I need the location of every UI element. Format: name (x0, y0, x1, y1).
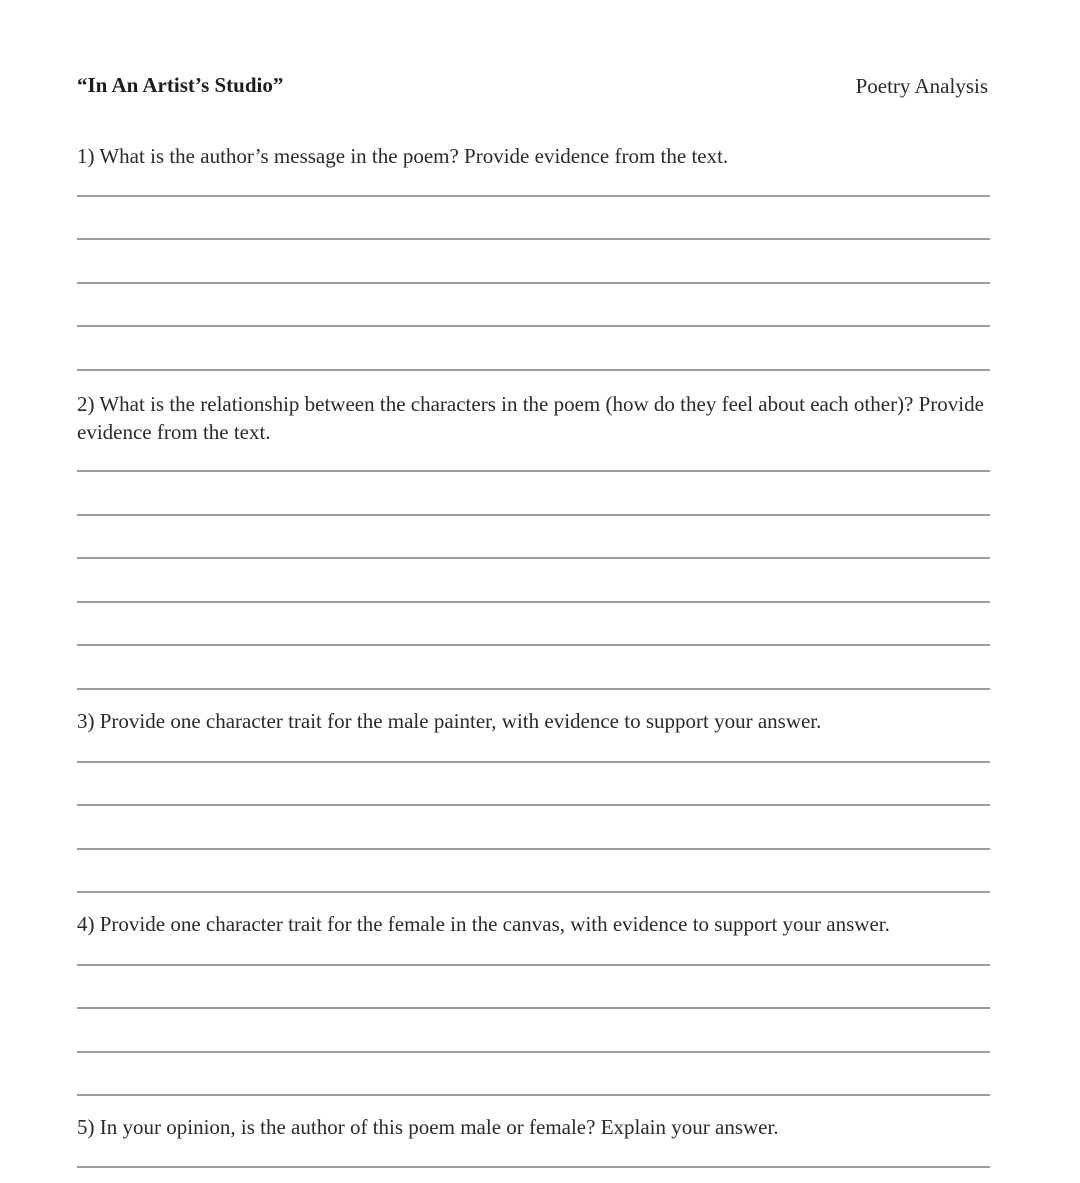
answer-line[interactable] (77, 1166, 990, 1168)
answer-line[interactable] (77, 195, 990, 197)
answer-line[interactable] (77, 1007, 990, 1009)
answer-line[interactable] (77, 804, 990, 806)
question-1: 1) What is the author’s message in the poem? Provide evidence from the text. (77, 144, 729, 168)
question-4: 4) Provide one character trait for the female in the canvas, with evidence to support your answer. (77, 912, 890, 936)
answer-line[interactable] (77, 964, 990, 966)
answer-line[interactable] (77, 557, 990, 559)
answer-line[interactable] (77, 1094, 990, 1096)
answer-line[interactable] (77, 601, 990, 603)
answer-line[interactable] (77, 848, 990, 850)
worksheet-subject: Poetry Analysis (855, 74, 988, 98)
question-2: 2) What is the relationship between the characters in the poem (how do they feel about each other)? Provide evidence from the text. (77, 392, 984, 444)
question-5: 5) In your opinion, is the author of this poem male or female? Explain your answer. (77, 1115, 779, 1139)
answer-line[interactable] (77, 238, 990, 240)
answer-line[interactable] (77, 1051, 990, 1053)
answer-line[interactable] (77, 761, 990, 763)
question-3: 3) Provide one character trait for the male painter, with evidence to support your answer. (77, 709, 822, 733)
poem-title: “In An Artist’s Studio” (77, 73, 284, 97)
answer-line[interactable] (77, 644, 990, 646)
answer-line[interactable] (77, 891, 990, 893)
answer-line[interactable] (77, 282, 990, 284)
answer-line[interactable] (77, 369, 990, 371)
answer-line[interactable] (77, 514, 990, 516)
answer-line[interactable] (77, 688, 990, 690)
answer-line[interactable] (77, 470, 990, 472)
answer-line[interactable] (77, 325, 990, 327)
